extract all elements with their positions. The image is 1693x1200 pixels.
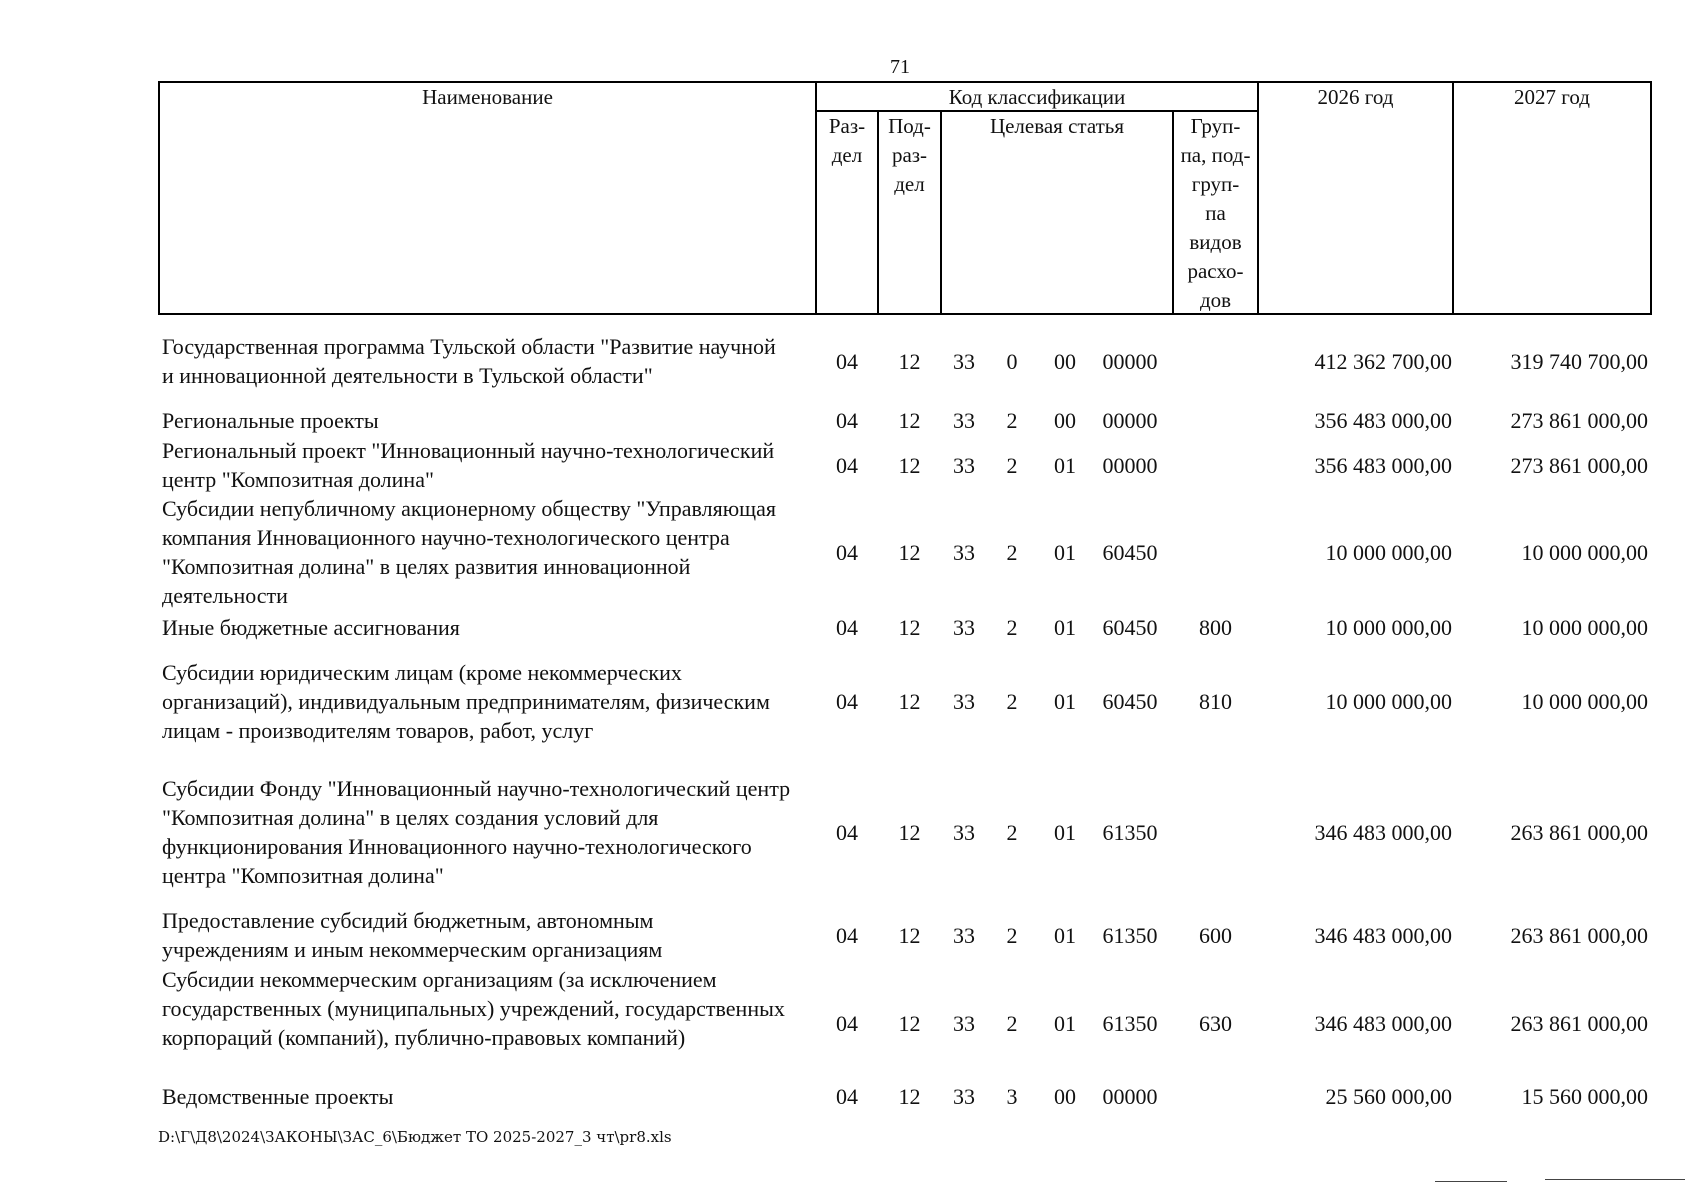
row-name: Региональный проект "Инновационный научно-технологический центр "Композитная долина" bbox=[162, 438, 775, 492]
row-cell-y2: 10 000 000,00 bbox=[1521, 615, 1648, 640]
row-cell-cs4: 00000 bbox=[1102, 348, 1158, 374]
row-cell-rz: 04 bbox=[836, 819, 858, 845]
row-name: Субсидии юридическим лицам (кроме некоммерческих организаций), индивидуальным предпринимателям, физическим лицам - производителям товаров, работ, услуг bbox=[162, 660, 770, 743]
row-cell-cs3: 00 bbox=[1054, 408, 1076, 433]
header-expense-group: Груп- па, под- груп- па видов расхо- дов bbox=[1180, 114, 1251, 312]
row-cell-rz: 04 bbox=[836, 615, 858, 640]
row-cell-cs2: 0 bbox=[1006, 348, 1018, 374]
row-cell-cs2: 2 bbox=[1006, 819, 1018, 845]
row-cell-pr: 12 bbox=[898, 922, 921, 948]
row-cell-y1: 346 483 000,00 bbox=[1314, 1010, 1452, 1036]
table-row bbox=[0, 658, 1693, 745]
table-row bbox=[0, 332, 1693, 390]
row-cell-rz: 04 bbox=[836, 348, 858, 374]
row-cell-cs4: 61350 bbox=[1102, 922, 1158, 948]
row-cell-y2: 263 861 000,00 bbox=[1510, 1010, 1648, 1036]
row-cell-cs3: 01 bbox=[1054, 922, 1076, 948]
row-cell-vr: 600 bbox=[1199, 922, 1232, 948]
row-name: Ведомственные проекты bbox=[162, 1084, 394, 1109]
row-cell-cs1: 33 bbox=[953, 922, 975, 948]
row-cell-rz: 04 bbox=[836, 452, 858, 478]
row-cell-y1: 10 000 000,00 bbox=[1325, 689, 1452, 714]
row-cell-cs3: 01 bbox=[1054, 539, 1076, 565]
row-cell-rz: 04 bbox=[836, 689, 858, 714]
row-cell-cs4: 60450 bbox=[1102, 689, 1158, 714]
row-cell-pr: 12 bbox=[898, 452, 921, 478]
row-cell-cs4: 60450 bbox=[1102, 615, 1158, 640]
row-name: Субсидии непубличному акционерному обществу "Управляющая компания Инновационного научно-технологического центра "Композитная долина" в целях развития инновационной деятельности bbox=[162, 496, 776, 608]
row-name: Иные бюджетные ассигнования bbox=[162, 615, 460, 640]
row-name: Государственная программа Тульской области "Развитие научной и инновационной деятельности в Тульской области" bbox=[162, 334, 776, 388]
row-cell-cs4: 61350 bbox=[1102, 819, 1158, 845]
table-row bbox=[0, 494, 1693, 610]
row-cell-cs2: 2 bbox=[1006, 615, 1018, 640]
row-cell-cs1: 33 bbox=[953, 539, 975, 565]
row-cell-vr: 800 bbox=[1199, 615, 1232, 640]
row-cell-cs1: 33 bbox=[953, 348, 975, 374]
row-cell-cs4: 61350 bbox=[1102, 1010, 1158, 1036]
table-row bbox=[0, 436, 1693, 494]
header-divider bbox=[1257, 81, 1259, 315]
scan-mark bbox=[1435, 1181, 1507, 1182]
row-cell-y2: 263 861 000,00 bbox=[1510, 819, 1648, 845]
row-cell-y2: 10 000 000,00 bbox=[1521, 539, 1648, 565]
row-name: Предоставление субсидий бюджетным, автономным учреждениям и иным некоммерческим организациям bbox=[162, 908, 663, 962]
row-cell-cs2: 2 bbox=[1006, 408, 1018, 433]
row-cell-cs4: 00000 bbox=[1102, 1084, 1158, 1109]
row-cell-cs1: 33 bbox=[953, 819, 975, 845]
row-cell-cs1: 33 bbox=[953, 1010, 975, 1036]
row-cell-pr: 12 bbox=[898, 819, 921, 845]
table-row bbox=[0, 406, 1693, 435]
row-name: Субсидии некоммерческим организациям (за исключением государственных (муниципальных) учреждений, государственных корпораций (компаний), публично-правовых компаний) bbox=[162, 967, 785, 1050]
header-subsection: Под- раз- дел bbox=[888, 114, 931, 196]
row-cell-cs2: 2 bbox=[1006, 452, 1018, 478]
row-cell-pr: 12 bbox=[898, 689, 921, 714]
row-name: Субсидии Фонду "Инновационный научно-технологический центр "Композитная долина" в целях создания условий для функционирования Инновационного научно-технологического центра "Композитная долина" bbox=[162, 776, 791, 888]
row-cell-y1: 10 000 000,00 bbox=[1325, 539, 1452, 565]
row-cell-y1: 346 483 000,00 bbox=[1314, 819, 1452, 845]
scan-mark bbox=[1545, 1179, 1685, 1180]
row-cell-y1: 10 000 000,00 bbox=[1325, 615, 1452, 640]
page-number: 71 bbox=[890, 56, 910, 78]
row-cell-cs3: 01 bbox=[1054, 615, 1076, 640]
row-cell-cs1: 33 bbox=[953, 1084, 975, 1109]
row-cell-rz: 04 bbox=[836, 922, 858, 948]
row-cell-cs1: 33 bbox=[953, 408, 975, 433]
row-cell-y2: 319 740 700,00 bbox=[1510, 348, 1648, 374]
row-cell-cs1: 33 bbox=[953, 689, 975, 714]
row-cell-cs2: 2 bbox=[1006, 1010, 1018, 1036]
row-cell-y2: 273 861 000,00 bbox=[1510, 408, 1648, 433]
row-cell-pr: 12 bbox=[898, 1084, 921, 1109]
row-cell-y1: 356 483 000,00 bbox=[1314, 452, 1452, 478]
row-cell-pr: 12 bbox=[898, 1010, 921, 1036]
row-cell-cs2: 2 bbox=[1006, 539, 1018, 565]
row-cell-y2: 263 861 000,00 bbox=[1510, 922, 1648, 948]
header-target-article: Целевая статья bbox=[989, 114, 1125, 138]
table-row bbox=[0, 774, 1693, 890]
header-year-2027: 2027 год bbox=[1514, 85, 1590, 109]
row-cell-vr: 810 bbox=[1199, 689, 1232, 714]
row-cell-cs4: 00000 bbox=[1102, 452, 1158, 478]
header-code-group: Код классификации bbox=[948, 85, 1126, 109]
table-row bbox=[0, 1082, 1693, 1111]
row-cell-cs4: 00000 bbox=[1102, 408, 1158, 433]
row-cell-y1: 346 483 000,00 bbox=[1314, 922, 1452, 948]
row-cell-cs3: 00 bbox=[1054, 1084, 1076, 1109]
row-cell-pr: 12 bbox=[898, 408, 921, 433]
table-row bbox=[0, 613, 1693, 642]
row-cell-cs3: 01 bbox=[1054, 819, 1076, 845]
file-path: D:\Г\Д8\2024\ЗАКОНЫ\ЗАС_6\Бюджет ТО 2025-2027_3 чт\pr8.xls bbox=[158, 1128, 672, 1146]
header-name: Наименование bbox=[422, 85, 553, 109]
row-cell-cs3: 01 bbox=[1054, 689, 1076, 714]
row-cell-y2: 10 000 000,00 bbox=[1521, 689, 1648, 714]
row-cell-cs3: 01 bbox=[1054, 452, 1076, 478]
row-cell-cs1: 33 bbox=[953, 615, 975, 640]
row-cell-pr: 12 bbox=[898, 539, 921, 565]
row-cell-y1: 412 362 700,00 bbox=[1314, 348, 1452, 374]
row-cell-vr: 630 bbox=[1199, 1010, 1232, 1036]
row-cell-cs1: 33 bbox=[953, 452, 975, 478]
row-cell-pr: 12 bbox=[898, 615, 921, 640]
row-name: Региональные проекты bbox=[162, 408, 379, 433]
table-row bbox=[0, 906, 1693, 964]
row-cell-y1: 356 483 000,00 bbox=[1314, 408, 1452, 433]
row-cell-cs3: 00 bbox=[1054, 348, 1076, 374]
row-cell-rz: 04 bbox=[836, 1010, 858, 1036]
header-year-2026: 2026 год bbox=[1317, 85, 1394, 109]
row-cell-cs3: 01 bbox=[1054, 1010, 1076, 1036]
row-cell-cs2: 2 bbox=[1006, 689, 1018, 714]
row-cell-y2: 273 861 000,00 bbox=[1510, 452, 1648, 478]
row-cell-rz: 04 bbox=[836, 539, 858, 565]
row-cell-rz: 04 bbox=[836, 408, 858, 433]
row-cell-cs4: 60450 bbox=[1102, 539, 1158, 565]
row-cell-cs2: 2 bbox=[1006, 922, 1018, 948]
row-cell-pr: 12 bbox=[898, 348, 921, 374]
row-cell-y1: 25 560 000,00 bbox=[1325, 1084, 1452, 1109]
table-row bbox=[0, 965, 1693, 1081]
row-cell-y2: 15 560 000,00 bbox=[1521, 1084, 1648, 1109]
row-cell-cs2: 3 bbox=[1006, 1084, 1018, 1109]
header-divider bbox=[1452, 81, 1454, 315]
header-section: Раз- дел bbox=[828, 114, 866, 167]
row-cell-rz: 04 bbox=[836, 1084, 858, 1109]
